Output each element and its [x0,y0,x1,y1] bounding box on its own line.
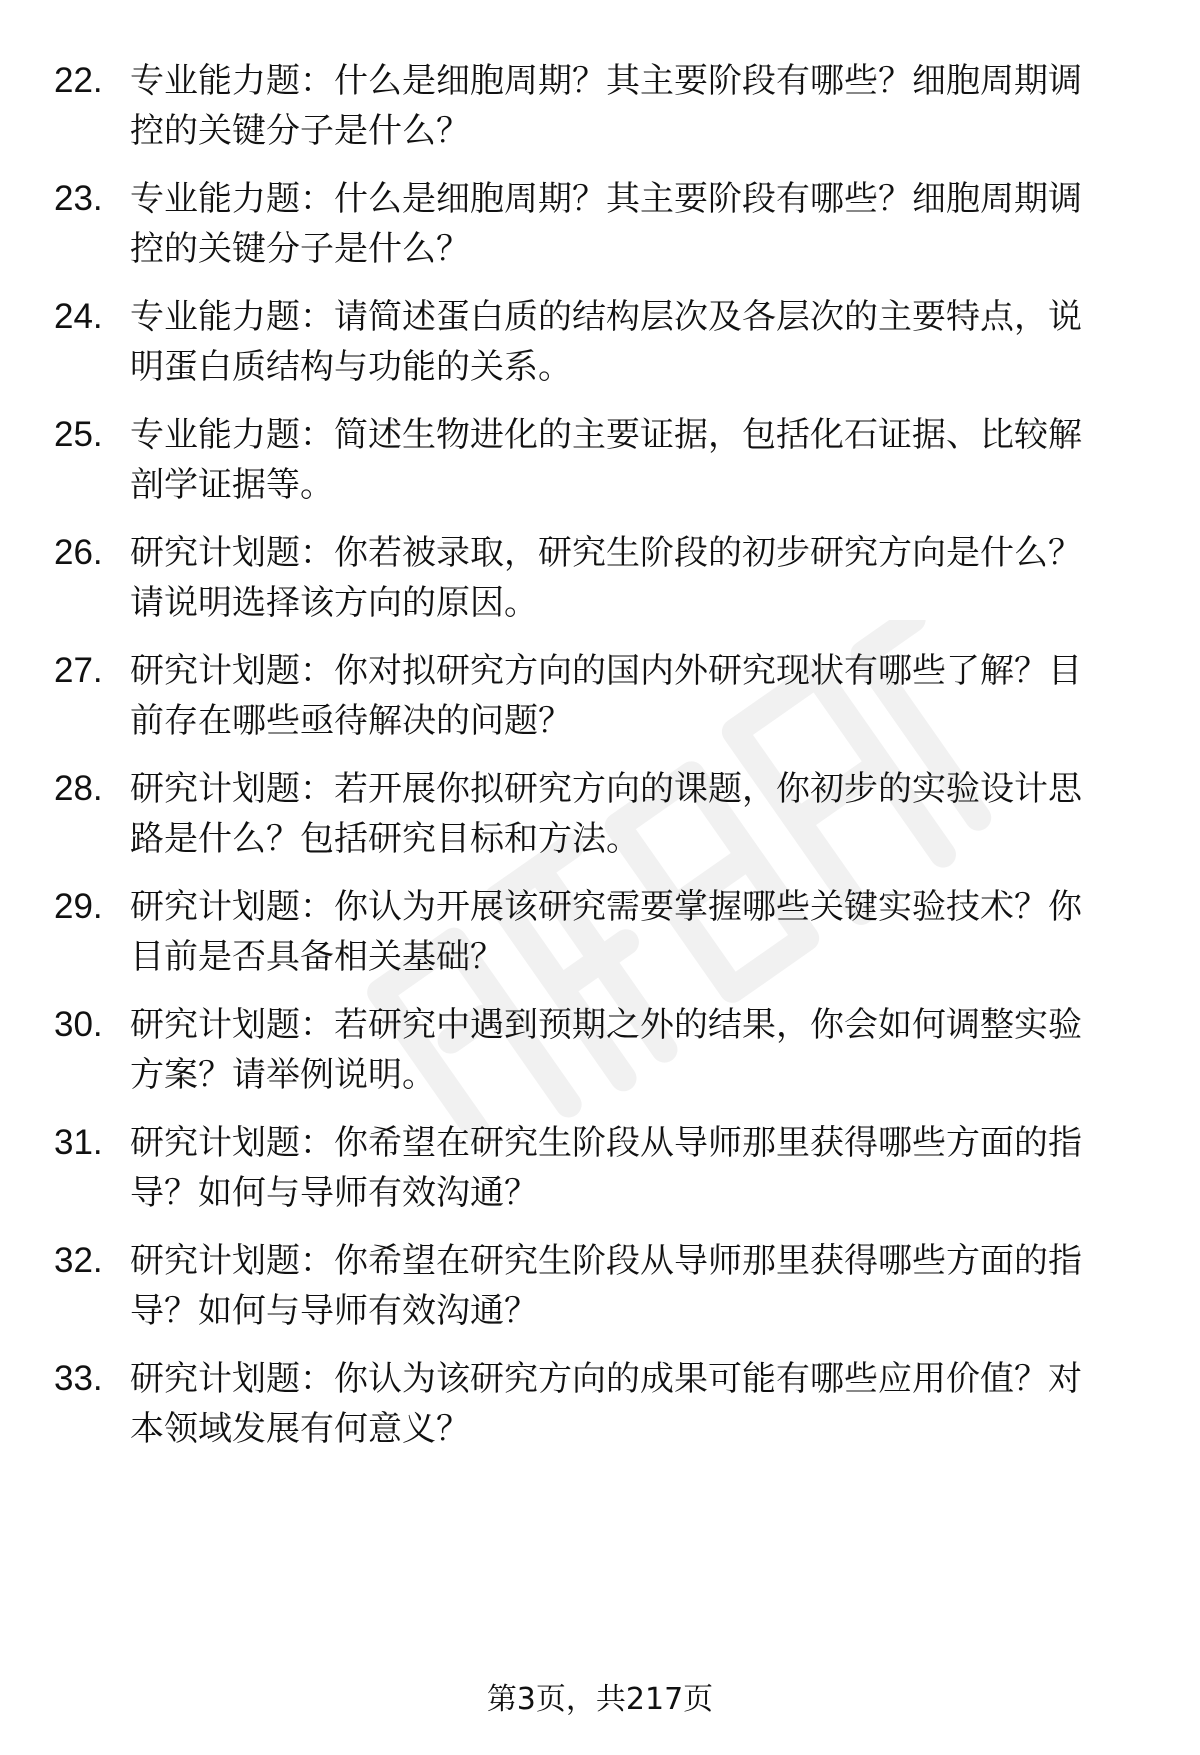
question-text-line: 研究计划题：你希望在研究生阶段从导师那里获得哪些方面的指 [130,1241,1082,1281]
question-text-line: 专业能力题：请简述蛋白质的结构层次及各层次的主要特点，说 [130,297,1082,337]
question-text-line: 研究计划题：若研究中遇到预期之外的结果，你会如何调整实验 [130,1005,1082,1045]
question-item [0,640,1200,750]
question-text-line: 导？如何与导师有效沟通？ [130,1173,538,1213]
question-text-line: 方案？请举例说明。 [130,1055,436,1095]
question-text-line: 剖学证据等。 [130,465,334,505]
question-item [0,404,1200,514]
question-number: 32. [54,1241,103,1280]
question-number: 26. [54,533,103,572]
question-number: 28. [54,769,103,808]
question-item [0,286,1200,396]
question-text-line: 专业能力题：简述生物进化的主要证据，包括化石证据、比较解 [130,415,1082,455]
question-number: 29. [54,887,103,926]
question-text-line: 明蛋白质结构与功能的关系。 [130,347,572,387]
question-text [130,56,1140,156]
question-text-line: 控的关键分子是什么？ [130,111,470,151]
question-text-line: 研究计划题：你希望在研究生阶段从导师那里获得哪些方面的指 [130,1123,1082,1163]
question-number: 33. [54,1359,103,1398]
question-text [130,764,1140,864]
question-number: 24. [54,297,103,336]
question-text-line: 研究计划题：你认为该研究方向的成果可能有哪些应用价值？对 [130,1359,1082,1399]
question-item [0,1112,1200,1222]
question-text-line: 研究计划题：你若被录取，研究生阶段的初步研究方向是什么？ [130,533,1082,573]
question-text-line: 研究计划题：你认为开展该研究需要掌握哪些关键实验技术？你 [130,887,1082,927]
question-text-line: 路是什么？包括研究目标和方法。 [130,819,640,859]
question-item [0,876,1200,986]
question-text-line: 专业能力题：什么是细胞周期？其主要阶段有哪些？细胞周期调 [130,61,1082,101]
question-text [130,646,1140,746]
question-item [0,168,1200,278]
question-text-line: 专业能力题：什么是细胞周期？其主要阶段有哪些？细胞周期调 [130,179,1082,219]
question-text [130,1236,1140,1336]
question-text-line: 研究计划题：若开展你拟研究方向的课题，你初步的实验设计思 [130,769,1082,809]
question-number: 23. [54,179,103,218]
question-text [130,882,1140,982]
question-text-line: 请说明选择该方向的原因。 [130,583,538,623]
question-text [130,410,1140,510]
question-item [0,1230,1200,1340]
question-text [130,174,1140,274]
question-number: 25. [54,415,103,454]
question-item [0,1348,1200,1458]
question-text-line: 目前是否具备相关基础？ [130,937,504,977]
question-text-line: 前存在哪些亟待解决的问题？ [130,701,572,741]
question-text [130,292,1140,392]
question-number: 27. [54,651,103,690]
question-item [0,994,1200,1104]
question-number: 30. [54,1005,103,1044]
question-number: 22. [54,61,103,100]
question-text-line: 导？如何与导师有效沟通？ [130,1291,538,1331]
question-text [130,1118,1140,1218]
question-text-line: 本领域发展有何意义？ [130,1409,470,1449]
question-text-line: 控的关键分子是什么？ [130,229,470,269]
question-text [130,1354,1140,1454]
question-item [0,50,1200,160]
question-number: 31. [54,1123,103,1162]
question-text [130,1000,1140,1100]
question-text-line: 研究计划题：你对拟研究方向的国内外研究现状有哪些了解？目 [130,651,1082,691]
question-item [0,522,1200,632]
question-item [0,758,1200,868]
page-number-footer: 第3页，共217页 [486,1682,714,1717]
question-text [130,528,1140,628]
